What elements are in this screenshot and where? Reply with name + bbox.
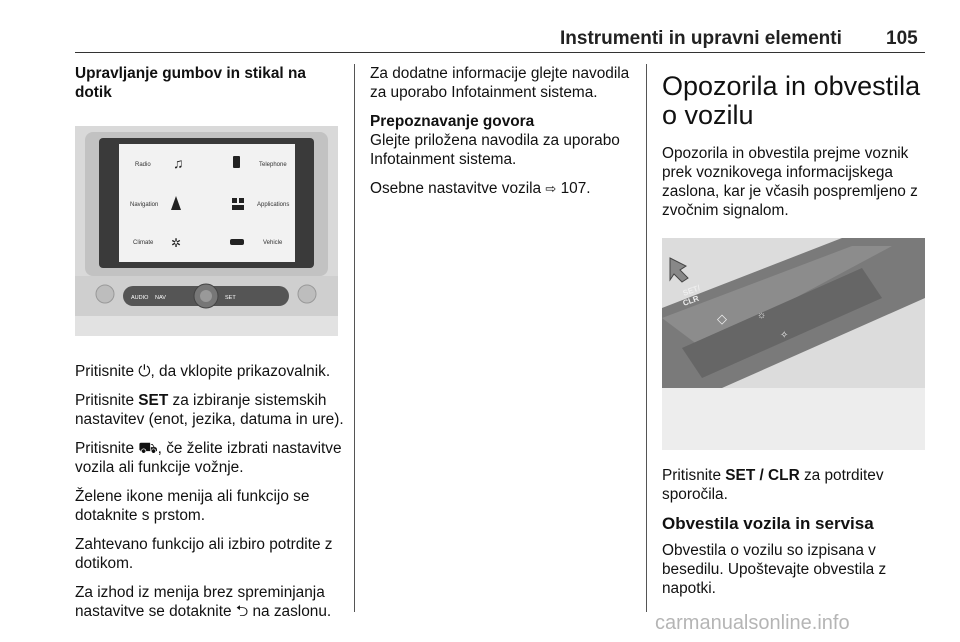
paragraph: Pritisnite SET / CLR za potrditev sporočila. bbox=[662, 467, 884, 503]
audio-button-label: AUDIO bbox=[131, 295, 149, 301]
climate-fan-icon: ✲ bbox=[171, 236, 182, 250]
paragraph: Za dodatne informacije glejte navodila za uporabo Infotainment sistema. bbox=[370, 65, 630, 101]
applications-icon bbox=[232, 198, 237, 203]
section-title: Opozorila in obvestila o vozilu bbox=[662, 71, 921, 130]
set-button-label: SET bbox=[225, 295, 236, 301]
clr-label: CLR bbox=[681, 293, 701, 308]
column-divider-right bbox=[646, 64, 647, 612]
infotainment-figure bbox=[75, 126, 338, 336]
telephone-label: Telephone bbox=[259, 162, 287, 168]
music-note-icon: ♫ bbox=[173, 155, 184, 171]
radio-label: Radio bbox=[135, 162, 151, 168]
infotainment-illustration bbox=[75, 126, 338, 336]
column-3 bbox=[662, 64, 930, 608]
stalk-figure bbox=[662, 238, 925, 450]
phone-icon bbox=[233, 156, 240, 168]
watermark: carmanualsonline.info bbox=[655, 612, 850, 634]
paragraph: Pritisnite ⛟, če želite izbrati nastavitve vozila ali funkcije vožnje. bbox=[75, 440, 342, 476]
navigation-label: Navigation bbox=[130, 202, 159, 208]
vehicle-icon bbox=[230, 239, 244, 245]
page-number: 105 bbox=[886, 28, 918, 49]
column-1 bbox=[75, 64, 345, 631]
paragraph: Glejte priložena navodila za uporabo Infotainment sistema. bbox=[370, 132, 620, 168]
subheading-vehicle-messages: Obvestila vozila in servisa bbox=[662, 514, 874, 533]
subheading-speech-recognition: Prepoznavanje govora bbox=[370, 113, 535, 130]
paragraph: Osebne nastavitve vozila ⇨ 107. bbox=[370, 180, 591, 197]
paragraph: Pritisnite ⏻, da vklopite prikazovalnik. bbox=[75, 363, 331, 380]
light-icon: ✧ bbox=[780, 330, 789, 341]
vehicle-label: Vehicle bbox=[263, 240, 283, 246]
paragraph: Za izhod iz menija brez spreminjanja nastavitve se dotaknite ⮌ na zaslonu. bbox=[75, 584, 332, 620]
climate-label: Climate bbox=[133, 240, 154, 246]
headlight-icon: ☼ bbox=[757, 310, 767, 321]
back-arrow-icon: ⮌ bbox=[235, 603, 249, 620]
page-reference-link[interactable]: 107 bbox=[560, 180, 587, 197]
page-reference-arrow-icon: ⇨ bbox=[545, 182, 557, 197]
paragraph: Obvestila o vozilu so izpisana v besedilu. Upoštevajte obvestila z napotki. bbox=[662, 542, 887, 597]
stalk-illustration bbox=[662, 238, 925, 450]
nav-button-label: NAV bbox=[155, 295, 166, 301]
header-rule bbox=[75, 52, 925, 53]
section-heading: Upravljanje gumbov in stikal na dotik bbox=[75, 65, 306, 101]
set-label: SET/ bbox=[681, 283, 702, 298]
applications-label: Applications bbox=[257, 202, 290, 208]
running-header-title: Instrumenti in upravni elementi bbox=[560, 28, 842, 49]
column-2 bbox=[370, 64, 638, 209]
diamond-icon: ◇ bbox=[717, 311, 727, 326]
paragraph: Opozorila in obvestila prejme voznik prek voznikovega informacijskega zaslona, kar je včasih pospremljeno z zvočnim signalom. bbox=[662, 145, 918, 219]
paragraph: Želene ikone menija ali funkcijo se dotaknite s prstom. bbox=[75, 488, 310, 524]
paragraph: Zahtevano funkcijo ali izbiro potrdite z dotikom. bbox=[75, 536, 333, 572]
column-divider-left bbox=[354, 64, 355, 612]
paragraph: Pritisnite SET za izbiranje sistemskih nastavitev (enot, jezika, datuma in ure). bbox=[75, 392, 344, 428]
